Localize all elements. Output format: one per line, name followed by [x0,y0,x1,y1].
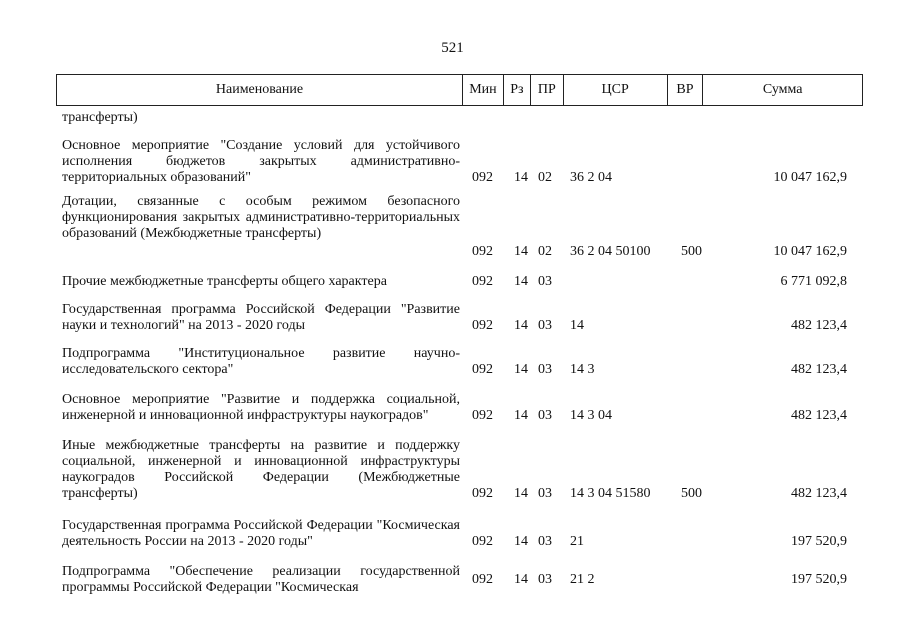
header-name: Наименование [57,75,463,105]
row-min: 092 [472,362,493,377]
header-vr: ВР [668,75,704,105]
row-rz: 14 [514,244,528,259]
row-min: 092 [472,572,493,587]
row-pr: 03 [538,408,552,423]
row-name: Основное мероприятие "Создание условий для устойчивого исполнения бюджетов закрытых административно-территориальных образований" [62,138,460,185]
row-name: Иные межбюджетные трансферты на развитие и поддержку социальной, инженерной и инновационной инфраструктуры наукоградов Российской Федерации (Межбюджетные трансферты) [62,438,460,501]
row-sum: 197 520,9 [791,534,847,549]
row-min: 092 [472,318,493,333]
table-row [0,274,905,302]
row-name: Государственная программа Российской Федерации "Развитие науки и технологий" на 2013 - 2020 годы [62,302,460,333]
table-row [0,110,905,138]
row-csr: 36 2 04 50100 [570,244,651,259]
row-vr: 500 [681,486,702,501]
row-min: 092 [472,274,493,289]
page-number: 521 [441,40,464,56]
row-csr: 21 [570,534,584,549]
row-name: Основное мероприятие "Развитие и поддержка социальной, инженерной и инновационной инфраструктуры наукоградов" [62,392,460,423]
row-pr: 03 [538,362,552,377]
row-vr: 500 [681,244,702,259]
row-rz: 14 [514,362,528,377]
row-pr: 03 [538,572,552,587]
row-rz: 14 [514,572,528,587]
row-sum: 482 123,4 [791,362,847,377]
table-row [0,518,905,564]
row-rz: 14 [514,170,528,185]
row-pr: 03 [538,318,552,333]
table-row [0,302,905,346]
row-pr: 02 [538,244,552,259]
table-header [56,74,863,106]
row-csr: 36 2 04 [570,170,612,185]
row-csr: 14 [570,318,584,333]
row-name: Подпрограмма "Обеспечение реализации государственной программы Российской Федерации "Космическая [62,564,460,595]
table-row [0,194,905,274]
row-sum: 482 123,4 [791,318,847,333]
header-min: Мин [463,75,504,105]
row-rz: 14 [514,534,528,549]
row-csr: 14 3 04 [570,408,612,423]
row-sum: 197 520,9 [791,572,847,587]
row-pr: 03 [538,486,552,501]
table-body [0,110,905,604]
header-rz: Рз [504,75,531,105]
row-rz: 14 [514,274,528,289]
row-rz: 14 [514,408,528,423]
row-min: 092 [472,486,493,501]
row-csr: 14 3 [570,362,595,377]
table-row [0,438,905,518]
header-sum: Сумма [762,82,803,97]
row-name: Подпрограмма "Институциональное развитие научно-исследовательского сектора" [62,346,460,377]
row-csr: 14 3 04 51580 [570,486,651,501]
row-min: 092 [472,534,493,549]
row-sum: 482 123,4 [791,408,847,423]
row-sum: 6 771 092,8 [780,274,847,289]
row-csr: 21 2 [570,572,595,587]
row-sum: 482 123,4 [791,486,847,501]
row-name: Дотации, связанные с особым режимом безопасного функционирования закрытых административно-территориальных образований (Межбюджетные трансферты) [62,194,460,241]
row-rz: 14 [514,486,528,501]
row-min: 092 [472,408,493,423]
row-pr: 03 [538,534,552,549]
row-rz: 14 [514,318,528,333]
row-name: Прочие межбюджетные трансферты общего характера [62,274,387,289]
header-csr: ЦСР [564,75,668,105]
row-sum: 10 047 162,9 [773,244,847,259]
table-row [0,138,905,194]
row-min: 092 [472,244,493,259]
row-pr: 02 [538,170,552,185]
header-pr: ПР [531,75,564,105]
table-row [0,392,905,438]
row-pr: 03 [538,274,552,289]
row-sum: 10 047 162,9 [773,170,847,185]
table-row [0,564,905,604]
row-min: 092 [472,170,493,185]
row-name: Государственная программа Российской Федерации "Космическая деятельность России на 2013 - 2020 годы" [62,518,460,549]
table-row [0,346,905,392]
row-name: трансферты) [62,110,138,125]
